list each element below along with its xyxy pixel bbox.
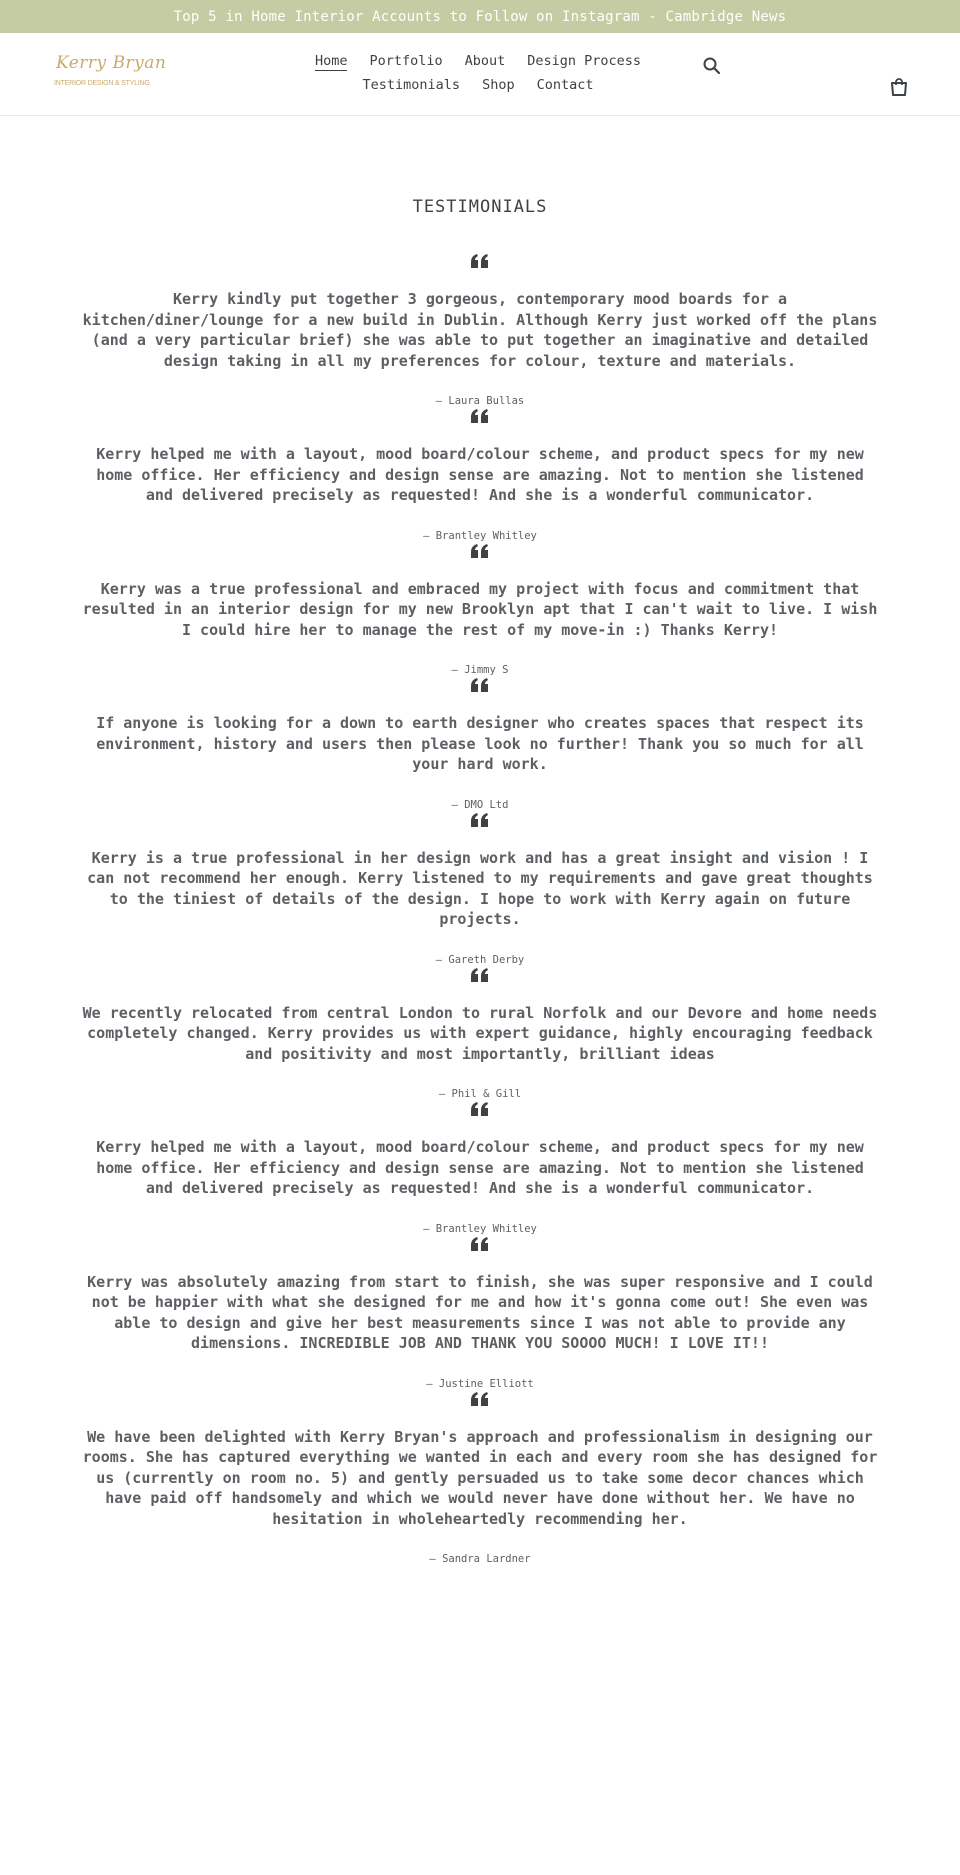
testimonial-text: Kerry helped me with a layout, mood board/colour scheme, and product specs for my new home office. Her efficiency and design sense are amazing. Not to mention she listened and delivered precisely as requested! And she is a wonderful communicator. [96, 1138, 864, 1197]
testimonial-item [80, 813, 880, 968]
testimonial-author: — Justine Elliott [426, 1377, 534, 1390]
testimonial-text: We have been delighted with Kerry Bryan's approach and professionalism in designing our rooms. She has captured everything we wanted in each and every room she has designed for us (currently on room no. 5) and gently persuaded us to take some decor chances which have paid off handsomely and which we would never have done without her. We have no hesitation in wholeheartedly recommending her. [82, 1427, 878, 1528]
testimonial-item [80, 678, 880, 813]
main-nav [258, 53, 698, 94]
quote-icon [471, 813, 489, 827]
logo-subtitle: INTERIOR DESIGN & STYLING [54, 80, 150, 87]
nav-item-contact[interactable]: Contact [536, 77, 594, 93]
quote-icon [471, 544, 489, 558]
testimonial-author: — Brantley Whitley [423, 529, 537, 542]
nav-item-home[interactable]: Home [314, 53, 348, 69]
nav-item-portfolio[interactable]: Portfolio [369, 53, 443, 69]
announcement-bar[interactable] [0, 0, 960, 33]
search-button[interactable] [702, 56, 722, 76]
quote-icon [471, 1237, 489, 1251]
testimonial-author: — Jimmy S [451, 664, 509, 676]
nav-item-testimonials[interactable]: Testimonials [362, 77, 461, 93]
testimonial-item [80, 409, 880, 544]
quote-mark [80, 813, 880, 841]
cart-button[interactable] [889, 77, 909, 97]
testimonial-author: — Sandra Lardner [429, 1553, 531, 1565]
quote-icon [471, 409, 489, 423]
cart-icon [889, 77, 909, 97]
testimonial-author: — Laura Bullas [435, 395, 525, 407]
quote-icon [471, 678, 489, 692]
testimonial-item [80, 254, 880, 409]
logo-script: Kerry Bryan [56, 53, 167, 73]
testimonial-author: — DMO Ltd [451, 798, 509, 811]
testimonial-text: We recently relocated from central London to rural Norfolk and our Devore and home needs completely changed. Kerry provides us with expert guidance, highly encouraging feedback and positivity and most importantly, brilliant ideas [82, 1003, 878, 1063]
quote-mark [80, 544, 880, 572]
quote-icon [471, 1102, 489, 1116]
testimonial-item [80, 544, 880, 679]
testimonial-item [80, 1237, 880, 1392]
testimonial-text: Kerry was a true professional and embraced my project with focus and commitment that resulted in an interior design for my new Brooklyn apt that I can't wait to live. I wish I could hire her to manage the rest of my move-in :) Thanks Kerry! [82, 579, 878, 639]
page-title: TESTIMONIALS [412, 197, 548, 217]
testimonial-text: Kerry was absolutely amazing from start to finish, she was super responsive and I could not be happier with what she designed for me and how it's gonna come out! She even was able to design and give her best measurements since I was not able to provide any dimensions. INCREDIBLE JOB AND THANK YOU SOOOO MUCH! I LOVE IT!! [87, 1272, 873, 1352]
testimonial-text: Kerry helped me with a layout, mood board/colour scheme, and product specs for my new home office. Her efficiency and design sense are amazing. Not to mention she listened and delivered precisely as requested! And she is a wonderful communicator. [96, 445, 864, 504]
nav-item-about[interactable]: About [464, 53, 506, 69]
testimonial-text: Kerry kindly put together 3 gorgeous, contemporary mood boards for a kitchen/diner/lounge for a new build in Dublin. Although Kerry just worked off the plans (and a very particular brief) she was able to put together an imaginative and detailed design taking in all my preferences for colour, texture and materials. [82, 290, 878, 370]
testimonial-text: If anyone is looking for a down to earth designer who creates spaces that respect its environment, history and users then please look no further! Thank you so much for all your hard work. [96, 714, 864, 773]
search-icon [702, 56, 722, 76]
nav-item-design-process[interactable]: Design Process [527, 53, 642, 69]
site-logo[interactable] [54, 53, 167, 95]
quote-icon [471, 254, 489, 268]
quote-icon [471, 1392, 489, 1406]
testimonial-item [80, 1102, 880, 1237]
testimonial-text: Kerry is a true professional in her design work and has a great insight and vision ! I can not recommend her enough. Kerry listened to my requirements and gave great thoughts to the tiniest of details of the design. I hope to work with Kerry again on future projects. [87, 848, 873, 928]
quote-mark [80, 409, 880, 437]
quote-mark [80, 1102, 880, 1130]
testimonial-author: — Phil & Gill [438, 1088, 522, 1100]
testimonial-item [80, 968, 880, 1103]
testimonials-list [80, 254, 880, 1567]
testimonial-author: — Brantley Whitley [423, 1222, 537, 1235]
quote-mark [80, 254, 880, 282]
nav-item-shop[interactable]: Shop [482, 77, 515, 93]
testimonial-author: — Gareth Derby [435, 953, 525, 966]
quote-mark [80, 968, 880, 996]
testimonial-item [80, 1392, 880, 1568]
quote-mark [80, 1237, 880, 1265]
site-header [0, 33, 960, 116]
quote-mark [80, 678, 880, 706]
quote-icon [471, 968, 489, 982]
announcement-text[interactable]: Top 5 in Home Interior Accounts to Follow on Instagram - Cambridge News [173, 8, 787, 25]
quote-mark [80, 1392, 880, 1420]
